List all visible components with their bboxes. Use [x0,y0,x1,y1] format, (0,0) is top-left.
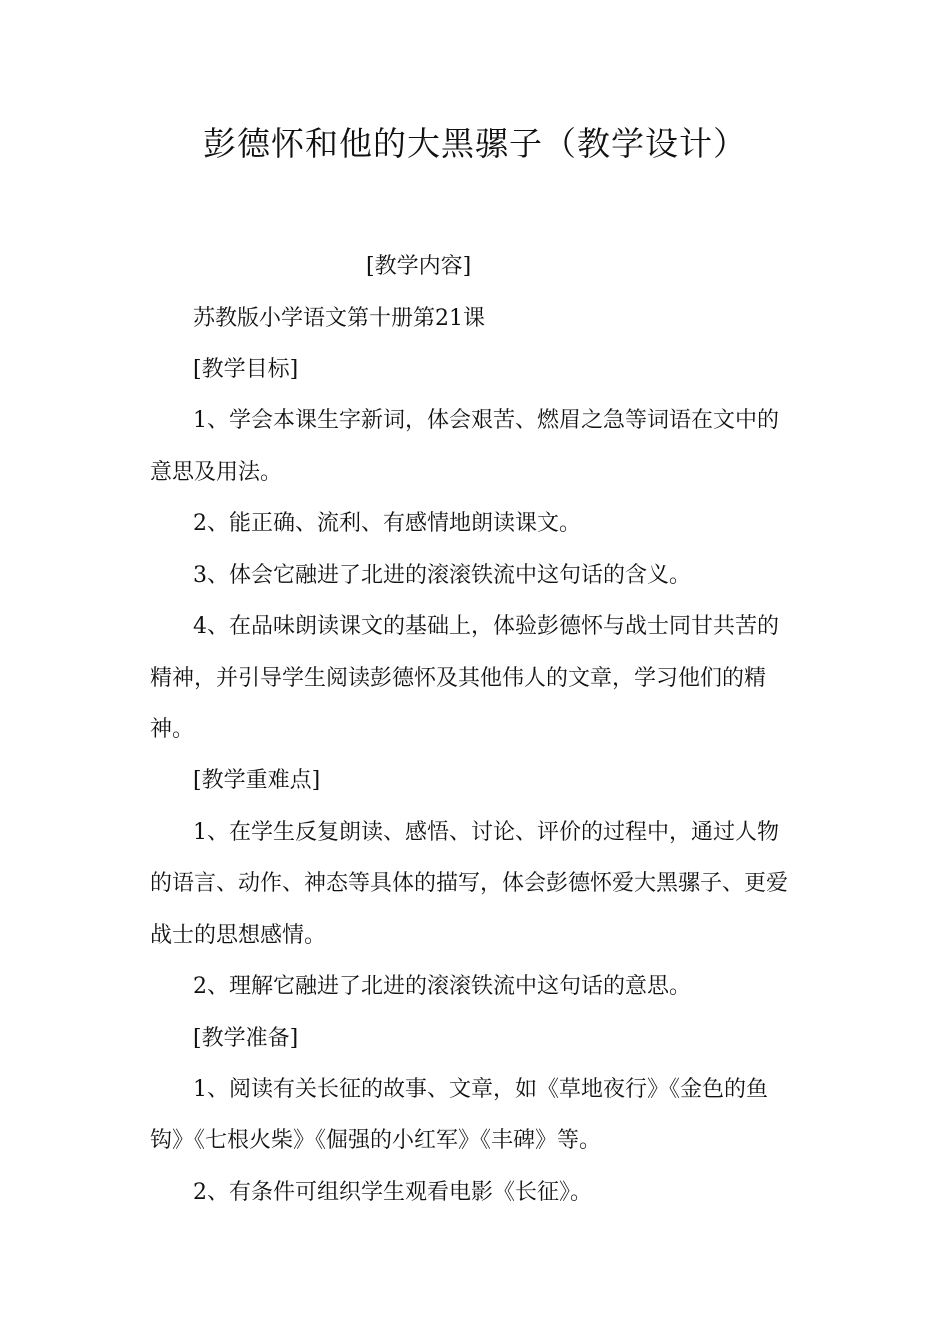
paragraph-line: 神。 [150,717,195,742]
paragraph-line: 1、在学生反复朗读、感悟、讨论、评价的过程中，通过人物 [193,820,779,845]
paragraph-line: 的语言、动作、神态等具体的描写，体会彭德怀爱大黑骡子、更爱 [150,871,789,896]
section-heading-objectives: [教学目标] [193,357,299,382]
paragraph-line: 4、在品味朗读课文的基础上，体验彭德怀与战士同甘共苦的 [193,614,779,639]
paragraph-line: 精神，并引导学生阅读彭德怀及其他伟人的文章，学习他们的精 [150,666,767,691]
document-title: 彭德怀和他的大黑骡子（教学设计） [203,124,747,163]
paragraph-line: 战士的思想感情。 [150,923,327,948]
paragraph-line: 1、学会本课生字新词，体会艰苦、燃眉之急等词语在文中的 [193,408,779,433]
paragraph-line: 3、体会它融进了北进的滚滚铁流中这句话的含义。 [193,563,691,588]
paragraph-line: 意思及用法。 [150,460,283,485]
paragraph-line: 钩》《七根火柴》《倔强的小红军》《丰碑》等。 [150,1128,602,1153]
section-heading-key-points: [教学重难点] [193,768,321,793]
section-heading-preparation: [教学准备] [193,1026,299,1051]
paragraph-line: 1、阅读有关长征的故事、文章，如《草地夜行》《金色的鱼 [193,1077,768,1102]
paragraph-line: 苏教版小学语文第十册第21课 [193,306,485,331]
paragraph-line: 2、有条件可组织学生观看电影《长征》。 [193,1180,592,1205]
paragraph-line: 2、能正确、流利、有感情地朗读课文。 [193,511,581,536]
paragraph-line: 2、理解它融进了北进的滚滚铁流中这句话的意思。 [193,974,691,999]
section-heading-content: [教学内容] [366,254,472,279]
